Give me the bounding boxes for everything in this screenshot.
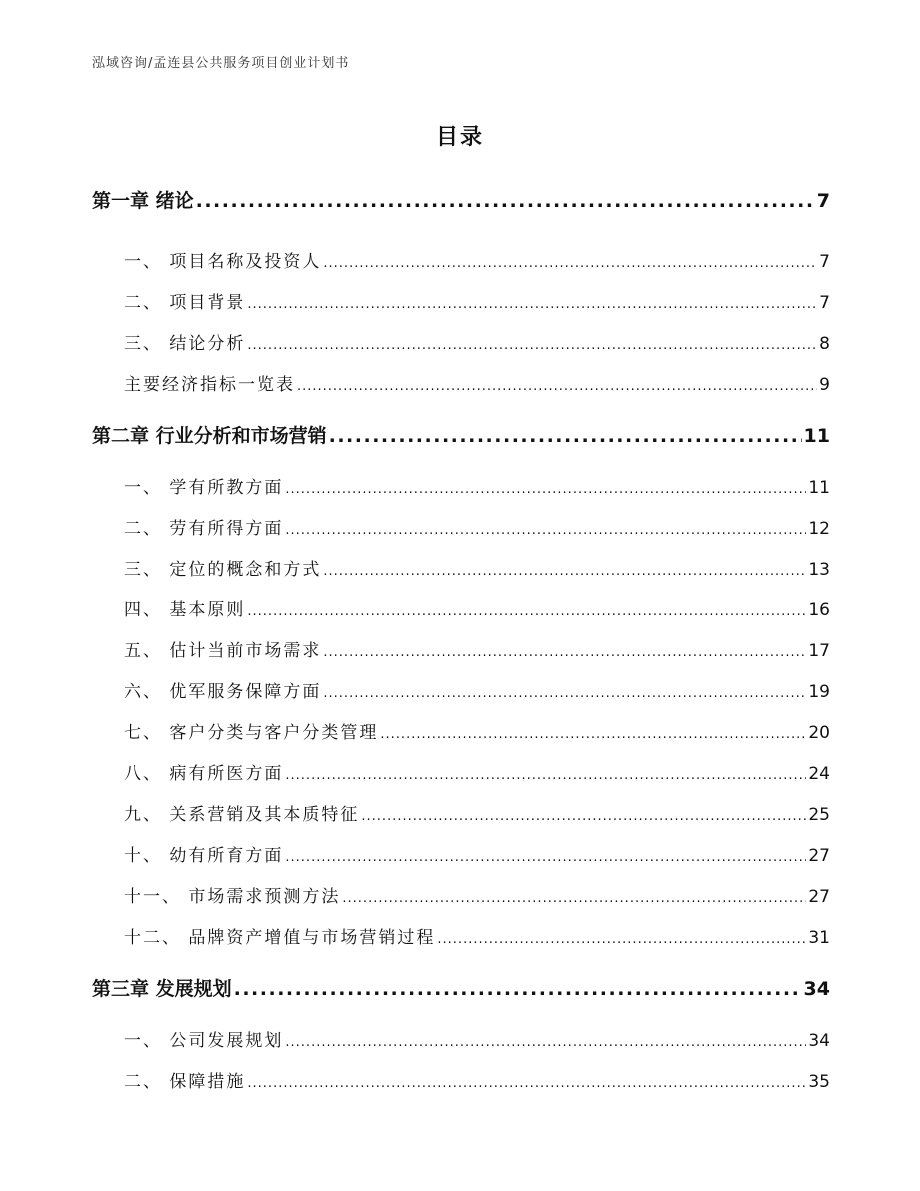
toc-page-number: 27 (808, 846, 830, 866)
toc-label: 三、 结论分析 (124, 334, 246, 354)
toc-page-number: 27 (808, 887, 830, 907)
toc-label: 九、 关系营销及其本质特征 (124, 805, 360, 825)
toc-label: 第一章 绪论 (92, 190, 194, 212)
toc-entry[interactable] (124, 247, 830, 272)
toc-page-number: 20 (808, 723, 830, 743)
toc-label: 十一、 市场需求预测方法 (124, 887, 341, 907)
toc-label: 七、 客户分类与客户分类管理 (124, 723, 379, 743)
toc-leader (323, 686, 806, 701)
toc-leader (297, 379, 817, 394)
toc-chapter-1[interactable] (92, 186, 830, 213)
toc-label: 二、 保障措施 (124, 1072, 246, 1092)
toc-entry[interactable] (124, 555, 830, 580)
toc-page-number: 17 (808, 641, 830, 661)
toc-entry[interactable] (124, 288, 830, 313)
toc-entry[interactable] (124, 473, 830, 498)
toc-page-number: 16 (808, 600, 830, 620)
toc-label: 二、 项目背景 (124, 293, 246, 313)
toc-page-number: 34 (803, 978, 830, 1000)
toc-page-number: 13 (808, 560, 830, 580)
toc-label: 三、 定位的概念和方式 (124, 560, 322, 580)
document-header: 泓域咨询/孟连县公共服务项目创业计划书 (92, 56, 350, 71)
toc-entry[interactable] (124, 923, 830, 948)
toc-label: 八、 病有所医方面 (124, 764, 284, 784)
toc-leader (323, 645, 806, 660)
toc-page-number: 34 (808, 1031, 830, 1051)
toc-leader (234, 978, 802, 1000)
toc-page-number: 35 (808, 1072, 830, 1092)
toc-leader (437, 932, 806, 947)
toc-entry[interactable] (124, 1067, 830, 1092)
toc-entry[interactable] (124, 677, 830, 702)
toc-page-number: 8 (819, 334, 830, 354)
toc-label: 五、 估计当前市场需求 (124, 641, 322, 661)
toc-page-number: 7 (819, 293, 830, 313)
toc-leader (285, 482, 806, 497)
toc-leader (196, 190, 815, 212)
toc-page-number: 12 (808, 519, 830, 539)
toc-entry[interactable] (124, 882, 830, 907)
toc-leader (285, 768, 806, 783)
toc-label: 六、 优军服务保障方面 (124, 682, 322, 702)
toc-label: 一、 学有所教方面 (124, 478, 284, 498)
toc-entry[interactable] (124, 1026, 830, 1051)
toc-leader (323, 564, 806, 579)
toc-entry[interactable] (124, 800, 830, 825)
toc-leader (361, 809, 806, 824)
toc-leader (247, 297, 817, 312)
toc-leader (247, 1076, 806, 1091)
toc-page-number: 7 (819, 252, 830, 272)
toc-entry[interactable] (124, 514, 830, 539)
toc-page-number: 19 (808, 682, 830, 702)
toc-label: 一、 公司发展规划 (124, 1031, 284, 1051)
toc-label: 四、 基本原则 (124, 600, 246, 620)
toc-entry[interactable] (124, 329, 830, 354)
toc-leader (285, 523, 806, 538)
toc-entry[interactable] (124, 841, 830, 866)
toc-page-number: 31 (808, 928, 830, 948)
toc-page-number: 9 (819, 375, 830, 395)
toc-entry[interactable] (124, 595, 830, 620)
toc-leader (380, 727, 806, 742)
toc-title: 目录 (435, 125, 484, 150)
toc-entry[interactable] (124, 636, 830, 661)
toc-label: 十二、 品牌资产增值与市场营销过程 (124, 928, 436, 948)
toc-label: 主要经济指标一览表 (124, 375, 295, 395)
toc-leader (329, 425, 802, 447)
toc-page-number: 11 (808, 478, 830, 498)
toc-entry[interactable] (124, 759, 830, 784)
toc-page-number: 11 (803, 425, 830, 447)
toc-chapter-3[interactable] (92, 974, 830, 1001)
toc-label: 十、 幼有所育方面 (124, 846, 284, 866)
toc-entry[interactable] (124, 718, 830, 743)
toc-leader (342, 891, 806, 906)
toc-leader (247, 604, 806, 619)
toc-chapter-2[interactable] (92, 421, 830, 448)
toc-label: 二、 劳有所得方面 (124, 519, 284, 539)
toc-page-number: 7 (816, 190, 830, 212)
toc-entry[interactable] (124, 370, 830, 395)
toc-page-number: 24 (808, 764, 830, 784)
toc-label: 一、 项目名称及投资人 (124, 252, 322, 272)
toc-leader (247, 338, 817, 353)
toc-label: 第二章 行业分析和市场营销 (92, 425, 327, 447)
toc-page-number: 25 (808, 805, 830, 825)
toc-leader (323, 256, 817, 271)
toc-leader (285, 1035, 806, 1050)
toc-label: 第三章 发展规划 (92, 978, 232, 1000)
toc-leader (285, 850, 806, 865)
